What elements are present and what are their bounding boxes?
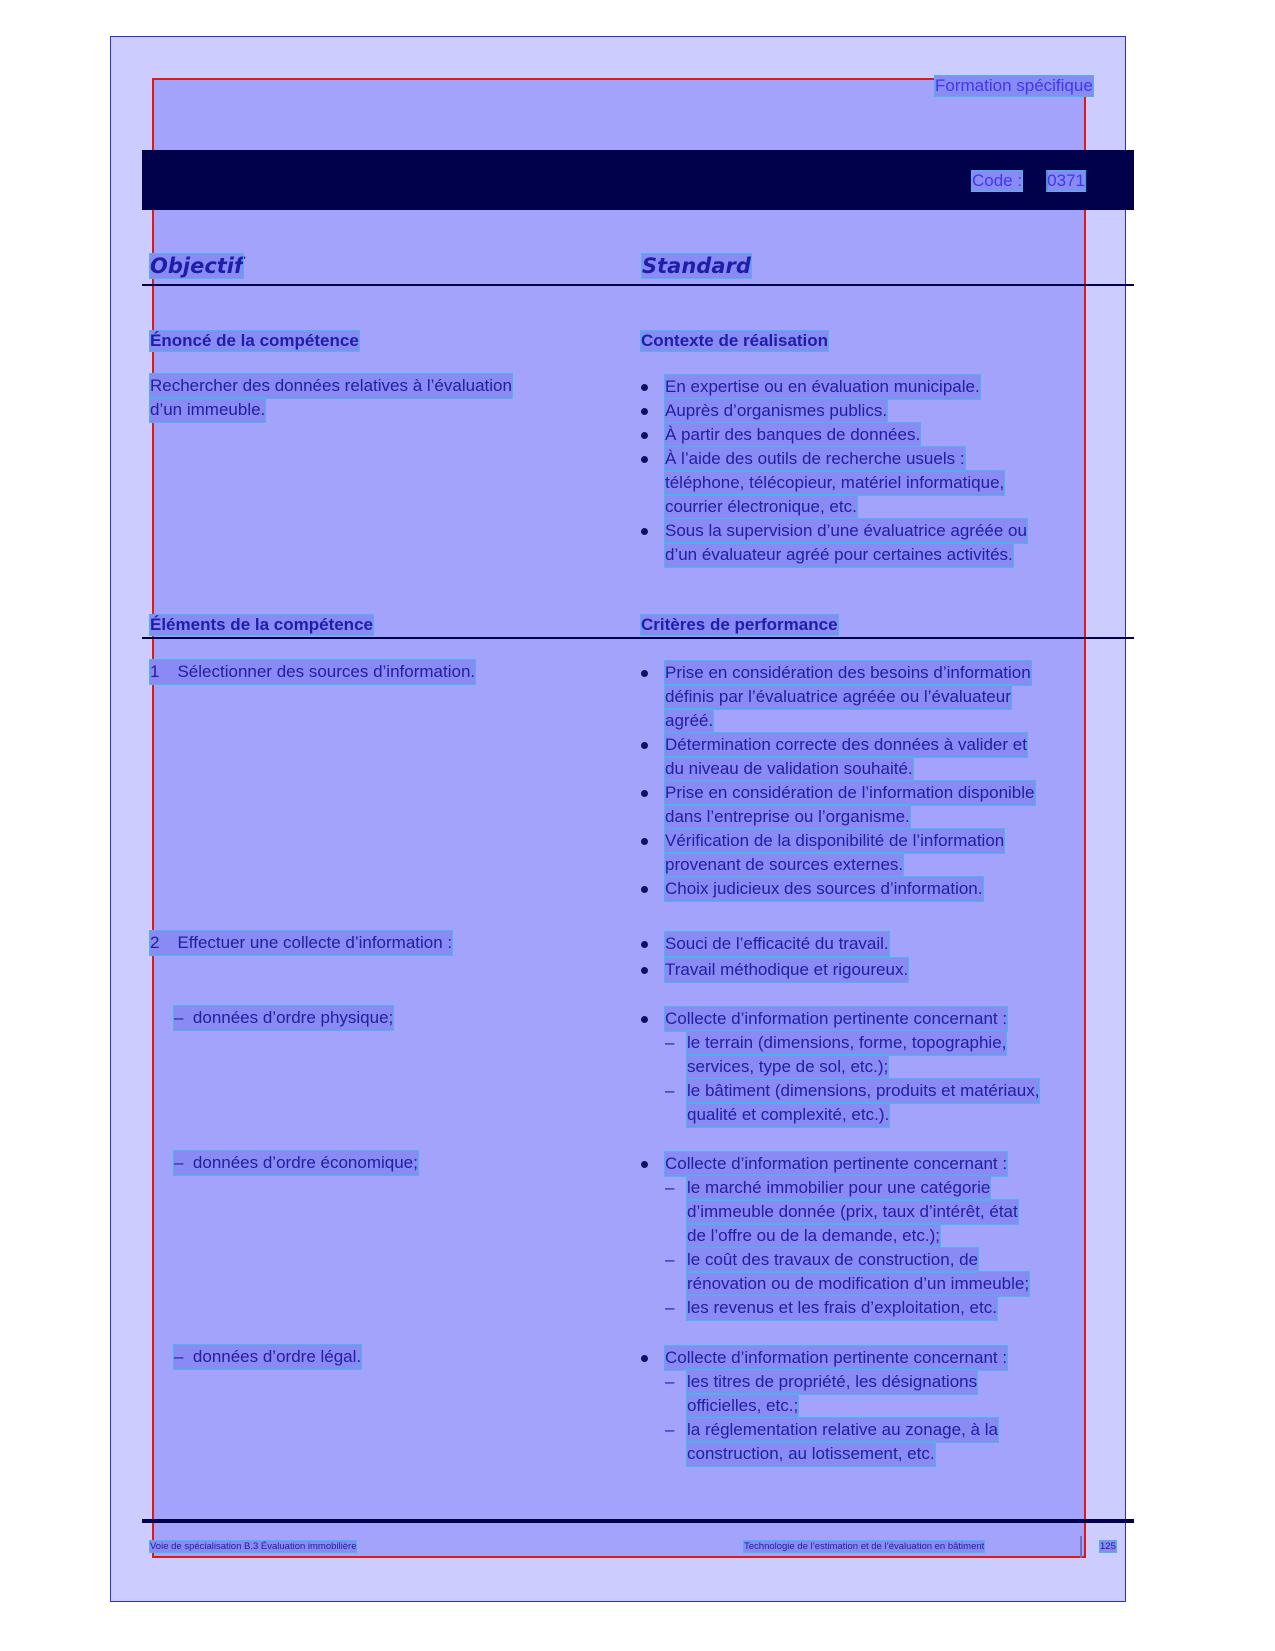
element-2-criteria	[641, 932, 908, 982]
sub-list-item: – le bâtiment (dimensions, produits et matériaux, qualité et complexité, etc.).	[641, 1079, 1039, 1127]
list-item: À partir des banques de données.	[641, 423, 1027, 447]
standard-title: Standard	[642, 254, 751, 278]
element-2: 2 Effectuer une collecte d’information :	[150, 931, 452, 955]
competence-statement: Rechercher des données relatives à l’évaluation d’un immeuble.	[150, 374, 512, 422]
footer-left: Voie de spécialisation B.3 Évaluation immobilière	[150, 1541, 357, 1552]
list-item: Collecte d’information pertinente concernant :	[641, 1007, 1039, 1031]
program-header-label: Formation spécifique	[935, 76, 1093, 95]
legal-data-item: – données d’ordre légal.	[174, 1345, 361, 1369]
list-item: Auprès d’organismes publics.	[641, 399, 1027, 423]
physical-criteria	[641, 1007, 1039, 1127]
bullet-icon	[641, 1016, 648, 1023]
list-item: Détermination correcte des données à valider et du niveau de validation souhaité.	[641, 733, 1035, 781]
bullet-icon	[641, 941, 648, 948]
list-item: À l’aide des outils de recherche usuels : téléphone, télécopieur, matériel informatique, courrier électronique, etc.	[641, 447, 1027, 519]
economic-criteria	[641, 1152, 1029, 1320]
physical-data-item: – données d’ordre physique;	[174, 1006, 393, 1030]
list-item: Prise en considération des besoins d’information définis par l’évaluatrice agréée ou l’évaluateur agréé.	[641, 661, 1035, 733]
bullet-icon	[641, 742, 648, 749]
bullet-icon	[641, 967, 648, 974]
sub-list-item: – la réglementation relative au zonage, à la construction, au lotissement, etc.	[641, 1418, 1007, 1466]
sub-list-item: – les revenus et les frais d’exploitation, etc.	[641, 1296, 1029, 1320]
title-rule	[142, 284, 1134, 286]
competence-heading: Énoncé de la compétence	[150, 331, 359, 350]
section-rule	[142, 637, 1134, 639]
bullet-icon	[641, 1161, 648, 1168]
list-item: En expertise ou en évaluation municipale.	[641, 375, 1027, 399]
bullet-icon	[641, 790, 648, 797]
context-list	[641, 375, 1027, 567]
code-value: 0371	[1047, 171, 1085, 190]
sub-list-item: – le marché immobilier pour une catégorie d’immeuble donnée (prix, taux d’intérêt, état de l’offre ou de la demande, etc.);	[641, 1176, 1029, 1248]
sub-list-item: – les titres de propriété, les désignations officielles, etc.;	[641, 1370, 1007, 1418]
list-item: Sous la supervision d’une évaluatrice agréée ou d’un évaluateur agréé pour certaines activités.	[641, 519, 1027, 567]
list-item: Collecte d’information pertinente concernant :	[641, 1346, 1007, 1370]
sub-list-item: – le coût des travaux de construction, de rénovation ou de modification d’un immeuble;	[641, 1248, 1029, 1296]
bullet-icon	[641, 886, 648, 893]
list-item: Souci de l’efficacité du travail.	[641, 932, 908, 956]
footer-divider	[1080, 1536, 1082, 1558]
objective-title: Objectif	[150, 254, 244, 278]
elements-heading: Éléments de la compétence	[150, 615, 373, 634]
context-heading: Contexte de réalisation	[641, 331, 829, 350]
bullet-icon	[641, 432, 648, 439]
bullet-icon	[641, 838, 648, 845]
list-item: Travail méthodique et rigoureux.	[641, 958, 908, 982]
bullet-icon	[641, 408, 648, 415]
list-item: Vérification de la disponibilité de l’information provenant de sources externes.	[641, 829, 1035, 877]
page-number: 125	[1100, 1541, 1116, 1552]
bullet-icon	[641, 528, 648, 535]
list-item: Choix judicieux des sources d’information.	[641, 877, 1035, 901]
element-1-criteria	[641, 661, 1035, 901]
sub-list-item: – le terrain (dimensions, forme, topographie, services, type de sol, etc.);	[641, 1031, 1039, 1079]
footer-rule	[142, 1519, 1134, 1523]
bullet-icon	[641, 384, 648, 391]
economic-data-item: – données d’ordre économique;	[174, 1151, 418, 1175]
bullet-icon	[641, 456, 648, 463]
bullet-icon	[641, 1355, 648, 1362]
code-label: Code :	[972, 171, 1023, 190]
element-1: 1 Sélectionner des sources d’information.	[150, 660, 475, 684]
criteria-heading: Critères de performance	[641, 615, 838, 634]
legal-criteria	[641, 1346, 1007, 1466]
list-item: Collecte d’information pertinente concernant :	[641, 1152, 1029, 1176]
footer-center: Technologie de l’estimation et de l’évaluation en bâtiment	[744, 1541, 985, 1552]
bullet-icon	[641, 670, 648, 677]
list-item: Prise en considération de l’information disponible dans l’entreprise ou l’organisme.	[641, 781, 1035, 829]
